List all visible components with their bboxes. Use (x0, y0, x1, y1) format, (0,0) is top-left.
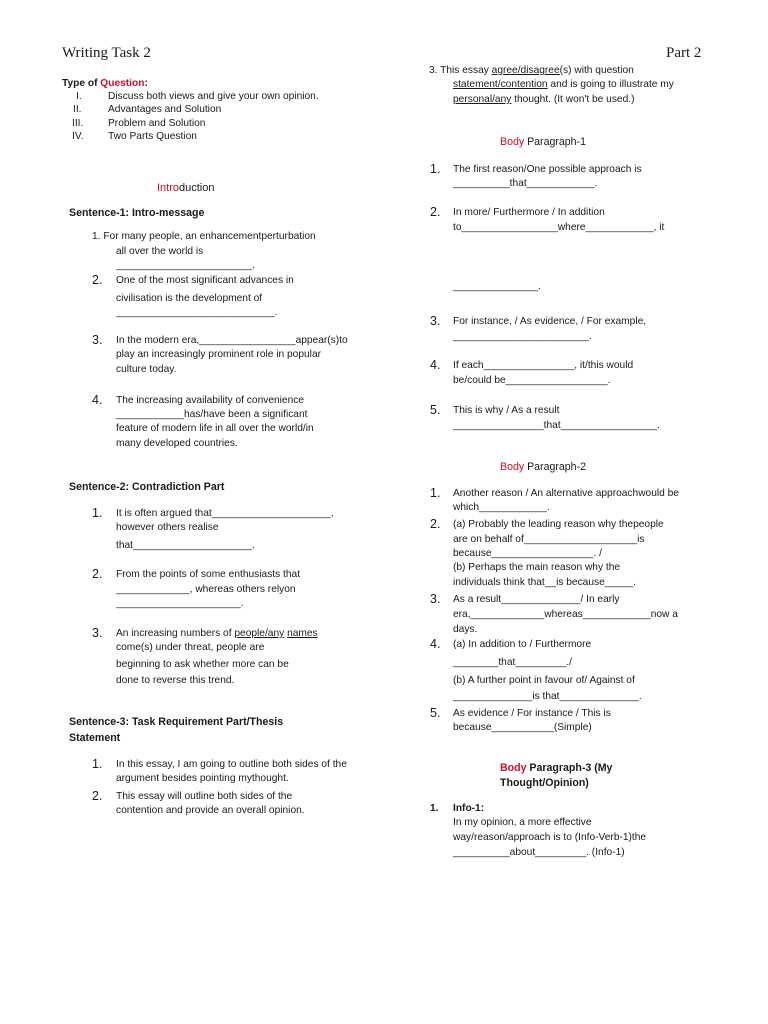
list-item: __________about_________. (Info-1) (453, 847, 625, 858)
body-paragraph-3-heading: Body Paragraph-3 (My (500, 762, 613, 774)
list-number: 5. (430, 706, 441, 720)
list-number: 2. (92, 273, 103, 287)
list-item: ____________________________. (116, 307, 278, 318)
question-type-num: II. (73, 104, 82, 115)
list-item: contention and provide an overall opinion. (116, 805, 305, 816)
list-item: Another reason / An alternative approachwould be (453, 488, 679, 499)
list-item: (b) Perhaps the main reason why the (453, 562, 621, 573)
list-item: It is often argued that_____________________, (116, 508, 334, 519)
list-item: (b) A further point in favour of/ Against of (453, 675, 635, 686)
list-item: individuals think that__is because_____. (453, 577, 636, 588)
list-number: 3. (92, 626, 103, 640)
list-item: This is why / As a result (453, 405, 560, 416)
question-type-label: Type of Question: (62, 78, 148, 89)
list-item: are on behalf of____________________is (453, 534, 645, 545)
list-item: ________________that_________________. (453, 420, 660, 431)
list-item: In the modern era,_________________appear(s)to (116, 335, 348, 346)
list-item: The increasing availability of convenience (116, 395, 305, 406)
introduction-heading: Introduction (157, 182, 215, 194)
list-item: ________________________. (116, 260, 255, 271)
sentence-3-heading: Statement (69, 732, 121, 744)
list-item: come(s) under threat, people are (116, 642, 265, 653)
list-item: (a) In addition to / Furthermore (453, 639, 592, 650)
list-item: statement/contention and is going to illustrate my (453, 79, 674, 90)
list-item: (a) Probably the leading reason why thepeople (453, 519, 664, 530)
list-item: 3. This essay agree/disagree(s) with question (429, 65, 634, 76)
list-item: be/could be__________________. (453, 375, 611, 386)
list-item: An increasing numbers of people/any names (116, 628, 318, 639)
question-type-num: III. (72, 118, 84, 129)
list-item: One of the most significant advances in (116, 275, 294, 286)
body-paragraph-3-heading: Thought/Opinion) (500, 777, 589, 789)
list-item: play an increasingly prominent role in popular (116, 349, 321, 360)
list-item: In more/ Furthermore / In addition (453, 207, 605, 218)
list-item: civilisation is the development of (116, 293, 263, 304)
question-type-item: Advantages and Solution (108, 104, 222, 115)
list-number: 3. (430, 592, 441, 606)
list-number: 1. (92, 757, 103, 771)
list-number: 1. (430, 162, 441, 176)
question-type-item: Two Parts Question (108, 131, 197, 142)
page-title-left: Writing Task 2 (62, 45, 151, 61)
list-item: From the points of some enthusiasts that (116, 569, 301, 580)
list-number: 2. (430, 517, 441, 531)
list-item: era,_____________whereas____________now a (453, 609, 678, 620)
list-item: 1. For many people, an enhancementperturbation (92, 231, 316, 242)
list-number: 4. (92, 393, 103, 407)
list-number: 4. (430, 358, 441, 372)
question-type-num: I. (76, 91, 82, 102)
list-number: 3. (92, 333, 103, 347)
sentence-3-heading: Sentence-3: Task Requirement Part/Thesis (69, 716, 284, 728)
list-number: 1. (430, 803, 439, 814)
page-title-right: Part 2 (666, 45, 702, 61)
list-item: days. (453, 624, 478, 635)
list-item: feature of modern life in all over the world/in (116, 423, 314, 434)
body-paragraph-2-heading: Body Paragraph-2 (500, 461, 586, 473)
list-item: that_____________________. (116, 540, 255, 551)
list-item: As evidence / For instance / This is (453, 708, 611, 719)
list-item: beginning to ask whether more can be (116, 659, 289, 670)
list-item: ____________has/have been a significant (116, 409, 308, 420)
list-item: _______________. (453, 281, 541, 292)
list-item: _____________, whereas others relyon (116, 584, 296, 595)
list-item: ______________is that______________. (453, 691, 642, 702)
list-number: 2. (92, 789, 103, 803)
list-item: In my opinion, a more effective (453, 817, 592, 828)
list-number: 2. (92, 567, 103, 581)
list-item: way/reason/approach is to (Info-Verb-1)the (453, 832, 647, 843)
list-item: because__________________. / (453, 548, 602, 559)
sentence-2-heading: Sentence-2: Contradiction Part (69, 481, 225, 493)
info-label: Info-1: (453, 803, 485, 814)
list-item: This essay will outline both sides of the (116, 791, 293, 802)
list-item: culture today. (116, 364, 177, 375)
list-item: personal/any thought. (It won't be used.) (453, 94, 635, 105)
sentence-1-heading: Sentence-1: Intro-message (69, 207, 205, 219)
list-number: 4. (430, 637, 441, 651)
question-type-item: Problem and Solution (108, 118, 206, 129)
list-item: because___________(Simple) (453, 722, 592, 733)
list-item: The first reason/One possible approach is (453, 164, 642, 175)
question-type-item: Discuss both views and give your own opinion. (108, 91, 319, 102)
list-item: argument besides pointing mythought. (116, 773, 289, 784)
list-item: For instance, / As evidence, / For example, (453, 316, 647, 327)
list-item: __________that____________. (453, 178, 598, 189)
list-item: which____________. (453, 502, 550, 513)
list-number: 1. (92, 506, 103, 520)
list-item: If each________________, it/this would (453, 360, 634, 371)
list-item: ________that_________./ (453, 657, 572, 668)
list-number: 3. (430, 314, 441, 328)
list-item: ________________________. (453, 331, 592, 342)
list-item: As a result______________/ In early (453, 594, 620, 605)
list-item: ______________________. (116, 598, 244, 609)
list-item: In this essay, I am going to outline both sides of the (116, 759, 347, 770)
list-number: 2. (430, 205, 441, 219)
list-item: done to reverse this trend. (116, 675, 235, 686)
question-type-num: IV. (72, 131, 84, 142)
list-item: however others realise (116, 522, 219, 533)
list-item: many developed countries. (116, 438, 238, 449)
list-item: all over the world is (116, 246, 204, 257)
list-number: 5. (430, 403, 441, 417)
body-paragraph-1-heading: Body Paragraph-1 (500, 136, 586, 148)
list-item: to_________________where____________, it (453, 222, 665, 233)
list-number: 1. (430, 486, 441, 500)
